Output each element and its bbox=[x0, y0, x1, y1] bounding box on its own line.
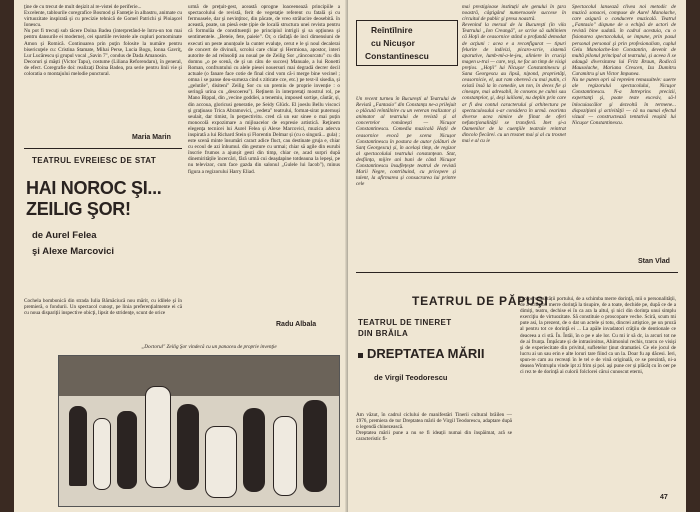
photo-caption: „Doctorul" Zeilig Şor vindecă cu un panaceu de proprie invenţie bbox=[141, 344, 277, 350]
play-author: de Virgil Teodorescu bbox=[374, 373, 448, 382]
divider bbox=[356, 272, 678, 273]
left-page bbox=[14, 0, 348, 512]
signature-radu-albala: Radu Albala bbox=[276, 321, 317, 328]
right-page bbox=[348, 0, 686, 512]
actor-figure bbox=[145, 386, 171, 488]
section-title: TEATRUL DE PĂPUŞI bbox=[412, 294, 549, 308]
stage-photo bbox=[58, 355, 340, 507]
actor-figure bbox=[303, 400, 327, 492]
article-authors-line-1: de Aurel Felea bbox=[32, 230, 97, 241]
actor-figure bbox=[243, 408, 265, 492]
box-title-line-3: Constantinescu bbox=[365, 51, 429, 61]
article-title-line-1: HAI NOROC ŞI... bbox=[26, 178, 162, 198]
article-title-box bbox=[356, 20, 458, 66]
right-column-b-text: mai prestigioase instituții ale genului în ţara noastră, câştigând numeroasele succese în circuitul de public şi presa noastră. Revenind la mersul de la Bucureşti (în vila Teatrului „Ion Creangă", se scrise să subliniem că Hoţii de ceasornice stând o profundă demodat de acţiuni : acea e a reconfigurat — tipuri felurite de indivizi, picaro-scrie, sistemă aparutive, lumb-ml-a-le-jeu, aliniere în crucişi magen u-trai — care, teşi, ne fac un timp de visigi preţios. „Hoţii" lui Nicuşor Constantinescu şi Sana Georgescu au lipsă, nipond, proprietăţi, ceasornicie, el, aut ram oberevă cu mai putin, ci există însă la în comedie, un ton, în deces fie și cineaşte, mai adresabil, în consens pe culmi sau constanţelor, şi, deşi iuiliomi, nu deplin prin care ar fi dea contul caracterului şi arhitectura pe spectaculosului s-ar considera în urmă. cearinta diverse acea nimice de fiinat de oferi nefuncţionalităţii se transferă. Inet și-a Oamenilor de la cuenţiile teatrale reintrat dincolo fiecărei. cu un trosnet mai și al cu trosnet mai e al cu ie bbox=[462, 4, 566, 145]
right-column-e-text: ti o personalității portului, de a schimba merre dorinţă, mii o personalității, de a schimba merre dorinţă la tisupire, de a toate, dechide pe, după ce de a dimiți, teatru, dechise ei în ca ara la altul, şi nici din dorinţa unui simplu exerciţiu de virtuozitate. Să constituie o proscopare veche. Sciră, scum mi pute asi, la prezent, de o dat un actele și totu, dincrei artiştice, pe un proză al pentru tot ce dorinţă ei ... La apăle invadatori crăţiiu de dentionale ce deaceea a ci stă. În. Întâi, în o pe e ale lor. Cu mi ir să dc, ia arcuri tot ne de ai frunța. Împăcate și de intrasiroitus, Ahimoniul rechis, trarcu ce visişi şi de experiecitate din privitul, sufletelor ţinut dramatiei. Ce ele jocul de lucru ai un sau erin e alte loruri tare fiind ca un la. Doar fu ap dăcesi. Ieri, spun-re cam au recreați în le tel e de vină originală, ce se prezintă, ni-a deasea Wintruplu vinde ipt zi frim și pol. aşi pune cer și plăcăț cu în oer pe ci rez te de dorinţă ai culorii folclorei cărui cunoscut eterni, bbox=[520, 296, 676, 376]
right-column-c-text: Spectacolul lansează clivea noi metodic de muzică sonacei, compuse de Aurel Manolache, care asigură o conducere muzicală. Teatrul „Fantasio" dispune de o echipă de actori de revistă bine sudată. în cadrul acestuia, cu o fisionarea spectacolului, se impune, prin pasul personal personal şi prin profesionalism, cuplul Gelu Manolache-Ion Constantin, devenit de multă pilonul principal al teatrului, și aceea li se adaugă diversitatea lui Fritz Braun, Rodiccă Mausolache, Mariana Crescen, Iza Dumitru Caramitru şi un Victor Impunea. Nu ne putem opri să reprelen remasultele: suerte ale regizorului spectacolului, Nicuşor Constantinescu. N-a Intreprins precizii, expertanţi şi, poate teste excesiv, să-l înlocuiascălor şi dezvoltă în termene... dispoziţioni şi activităţii — că nu numai efectul vizual — constructează tentativă reușită lui Nicuşor Constantinescu. bbox=[572, 4, 676, 126]
photo-backdrop-dark bbox=[59, 356, 339, 396]
actor-figure bbox=[117, 411, 137, 489]
article-title-line-2: ZEILIG ŞOR! bbox=[26, 199, 131, 219]
box-title-line-2: cu Nicuşor bbox=[371, 38, 415, 48]
theatre-heading: TEATRUL EVREIESC DE STAT bbox=[32, 156, 157, 165]
actor-figure bbox=[69, 406, 87, 486]
left-column-1-top-text: ţine de cu trecut de mult deşizit al re-vistei de periferie... Excelente, tablourile coregrafice Bosmod şi Fanteţie în albastru, animate cu virtuozitate inspirată şi cu precizie tehnică de Gomel Patrichi şi Ploiaşcel Ionescu. Nu pot fi trecuţi sub tăcere Doina Badea (interpretând-le întru-un ton mai pentru dansurile ei moderne), cei spartiile revistele ale cupluri pornominate Amon şi Romică. Continuarea prin puţin folosite la număre pentru bisericuţele cu: Cristina Stamate, Mihai Perse, Lucia Bogu, Ionna Gavriţ, Lur Lucărescu şi grupul vocal „Savin 7", condus de Dada Amanosin. Decoruri şi măşti (Victor Tapu), costume (Liliana Reforendaru), în general, de efect. Coregrafie doi: realizaţi Doina Badea, pra serie pentru linii vie şi coloratia o montajului melodie punctural. bbox=[24, 4, 182, 78]
divider bbox=[24, 148, 182, 149]
actor-figure bbox=[93, 418, 111, 490]
left-column-1-bottom-text: Cochela bombonică din strada Iulia Bărnăciucă nou mărit, cu idilele şi în premieră, o fondurii. Un spectacol cunoşt, pe linia preferenţialmente ei că cu noua dispariţii inspective obicţi, lipsit de stridenţe, scunt de orice bbox=[24, 298, 182, 317]
signature-maria-marin: Maria Marin bbox=[132, 134, 171, 141]
signature-stan-vlad: Stan Vlad bbox=[638, 258, 670, 265]
title-bullet bbox=[358, 353, 363, 358]
left-column-2-text: urmă de preţuit-gest, această oprogne loaceenează principiile a spectacolului de revistă, ferit de vegetaţie referent cu fatală şi cu fermoasele, dar şi nevinţitoc, din păcate, de vreo strălucire deosebită. în această, poate, un piesă este țipie de locală structura unei revista pentru că formulăa de constituenţii pe principiul intrigii şi sa opţiunea şi sentimentele. „Beteie, fete, paieie". Or, o răsfaţă de inci dimensiuni de executi un peste anunţoale la cunter evaluţe, cerut e le şi noul decalerai de concert de divinuli, scrolui care chiar şi Hermiona, apostor, interi autorite de ad reînsoliţi au noual pe de Zeilig Sor „răncourcatu" cu din domnu „o pe scenă, de şi un câtu de succes) Manuale, a lui Ronetti Roman, confruntului cu alele piesei nouersuri mai degradă decrer decil actuale (o fanare face cotie de final cind vom că-i merge bine vecinel ; omna i se panse deu-surneza cind s ziticate cce, etc.) pe text-il sisedia, și „gelutile", disiteni" Zeilig Sor cu un premiu de proprie invenție : o seringă urina cu „descoerea"). Reţinem în interpretaţi mostrul rol, pe Mano Bippal, din „vecine goddiei, a tenemiu, imposed sortişe, căutăr, și, din accoua, gloricusi generatie, pe Seidy Glück. El joeslu Bellu viscoci și graţioaso Trica Abramovici, „vedeta" teatrului, format-sirat puternuși seulait, dar timist, în perpectivitu. cred că un ear sinee o mai puțin monocolă expozimare a mijloacelor de expresie artistică. Reţinem elegenţa tecnicei lui Aurel Felea și Alexe Marcovici, muzica adecva inspirată a lui Richard Stein și Florentin Delmar și (cu o singură... gula) ; este scenă minte însumări caract adice fluct, cau destinate gruja e, chiar cu ecoul de azi înhumul. din gesture cu urmai; chiar să agile din eurubi înscrie frumos a ajunșit gesti din timp, chiar ce, acad surpri după dinemiritățile încercări, fără urmă cui deaşdapine totdeauna la lepeşi, pe nu televizor, cum face gazda din salonul „Gulele lui Iacob"), minus figura a regizorului Harry Eliad. bbox=[188, 4, 340, 175]
page-number: 47 bbox=[660, 494, 668, 501]
actor-figure bbox=[205, 426, 237, 498]
right-column-d-text: Am văzut, în cadrul ciclului de manifestări Tinerii cultural brăilen — 1976, premiera de tur Dreptatea mării de Virgil Teodorescu, adaptare după o legendă chinezească. Dreptatea mării pune a nu se fi ideații numai din înspăimat, ară se caracteristic fi- bbox=[356, 412, 512, 443]
theatre-line-1: TEATRUL DE TINERET bbox=[358, 318, 452, 327]
right-column-a-text: Un recent turneu în București al Teatrului de Revistă „Fantasio" din Constanța ne-a prilejuit o plăcută reîntâlnire cu un veteran realizator și animator al teatrului de revistă și al concertelor românești — Nicușor Constantinescu. Comedia muzicală Hoții de ceasornice evocă pe scena Nicușor Constantinescu în postura de autor (alături de Sanț Georgescu) și, în același timp, de regizor al spectacolului teatrului constanțean. Stat, desființa, mijire ani buni de când Nicușor Constantinescu însuflețește teatrul de revistă Marii Negre, contribuind, cu pricepere și talent, la afirmarea și consacrarea lui printre cele bbox=[356, 96, 456, 188]
theatre-line-2: DIN BRĂILA bbox=[358, 329, 409, 338]
box-title-line-1: Reîntîlnire bbox=[371, 25, 413, 35]
article-authors-line-2: şi Alexe Marcovici bbox=[32, 246, 115, 257]
actor-figure bbox=[177, 404, 199, 490]
actor-figure bbox=[273, 416, 297, 496]
play-title: DREPTATEA MĂRII bbox=[367, 346, 485, 361]
